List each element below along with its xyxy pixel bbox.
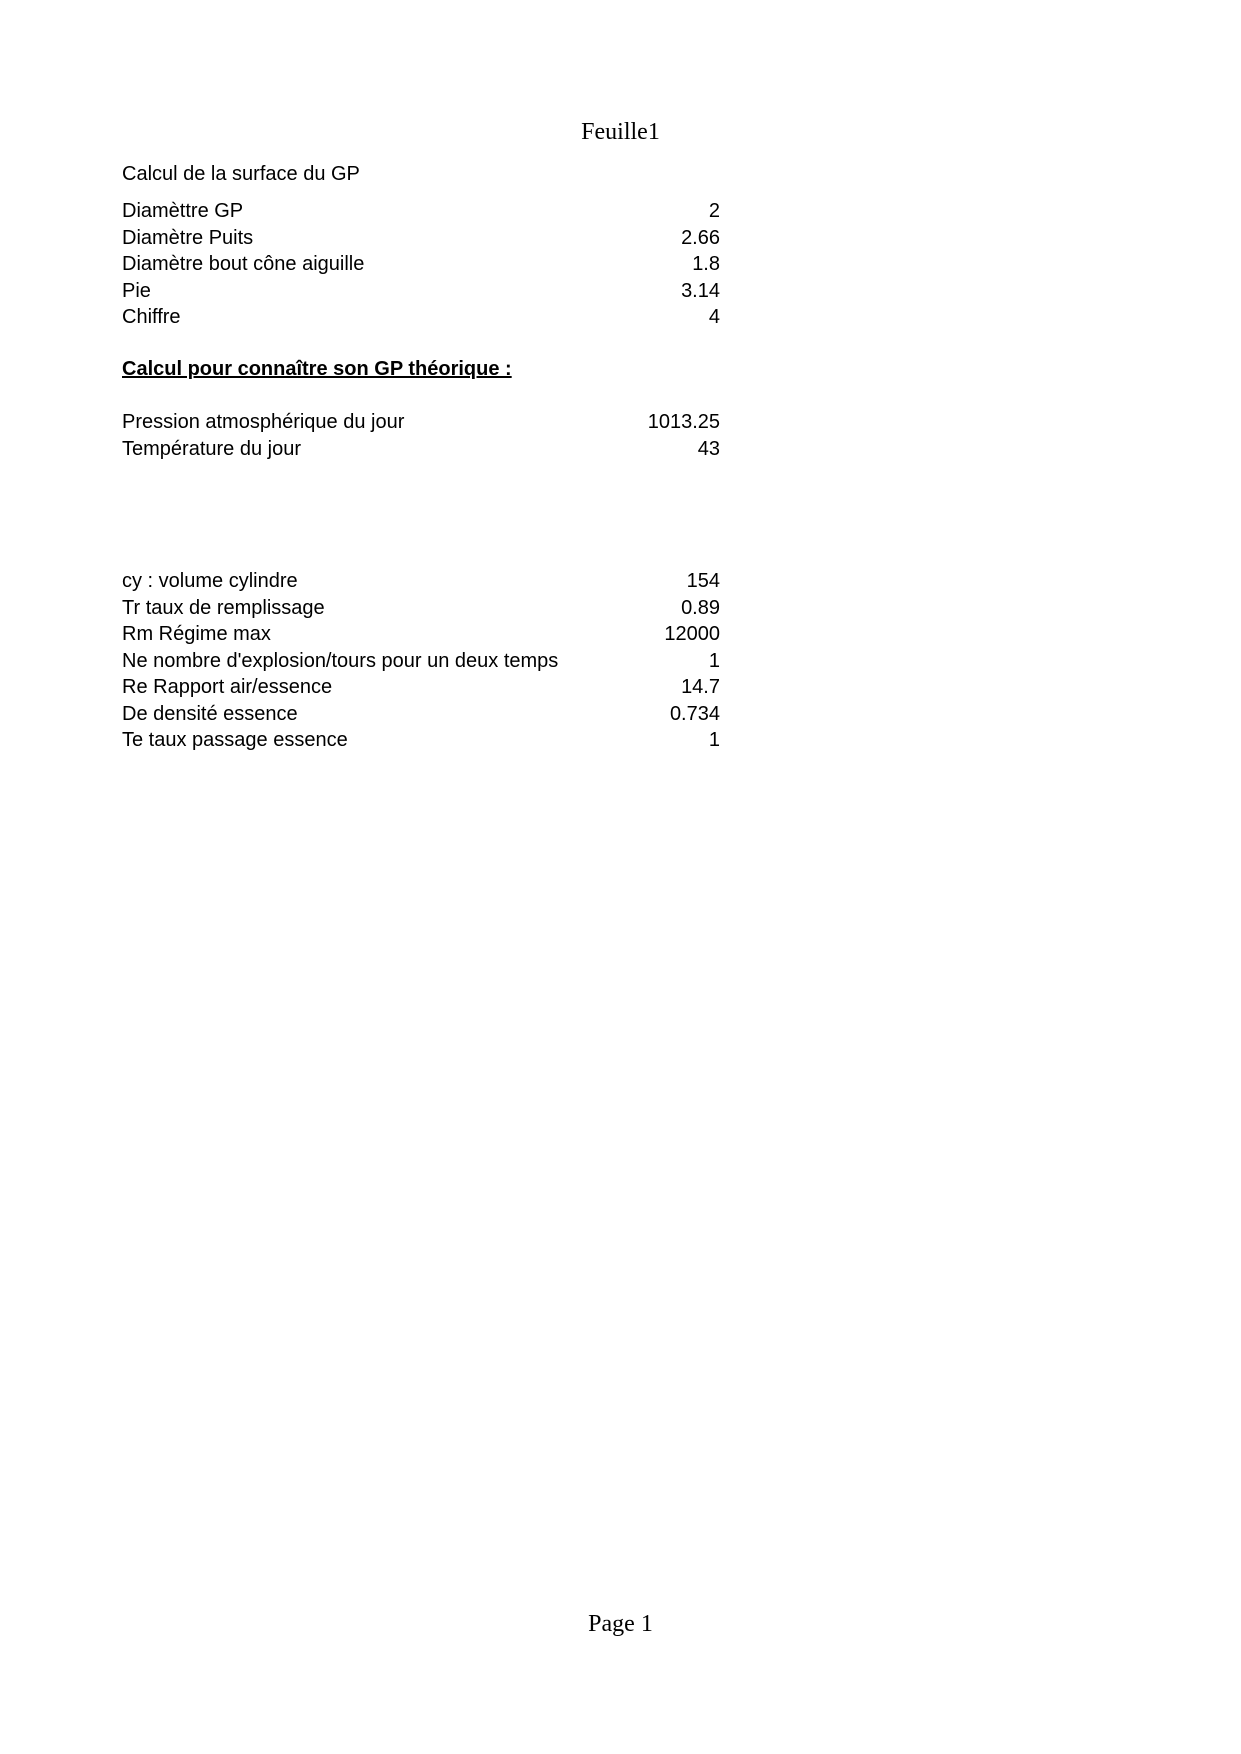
row-value: 1013.25 [647,411,720,433]
row-value: 1 [708,649,720,672]
row-label: Diamètre bout cône aiguille [122,253,365,275]
row-label: Tr taux de remplissage [122,596,325,619]
table-row [122,305,720,332]
surface-table [122,199,720,332]
table-row [122,199,720,226]
row-value: 3.14 [681,279,720,302]
page-number: Page 1 [588,1611,653,1637]
row-value: 154 [686,570,720,592]
row-value: 14.7 [681,676,720,698]
conditions-table [122,410,720,463]
row-label: De densité essence [122,702,298,725]
table-row [122,410,720,437]
row-label: Diamèttre GP [122,200,244,222]
table-row [122,226,720,253]
row-value: 1 [708,729,720,751]
row-label: Température du jour [122,437,301,460]
row-value: 4 [708,306,720,328]
sheet-title: Feuille1 [581,119,660,145]
table-row [122,279,720,306]
row-label: Pression atmosphérique du jour [122,411,405,433]
row-label: Te taux passage essence [122,729,348,751]
section-title-surface: Calcul de la surface du GP [122,163,360,185]
row-label: Ne nombre d'explosion/tours pour un deux temps [122,649,559,672]
row-value: 43 [697,437,720,460]
row-value: 12000 [664,623,720,645]
table-row [122,569,720,596]
table-row [122,675,720,702]
row-value: 2 [708,200,720,222]
table-row [122,702,720,729]
row-value: 2.66 [681,226,720,249]
row-value: 1.8 [692,253,720,275]
table-row [122,437,720,464]
row-label: Pie [122,279,151,302]
row-label: Diamètre Puits [122,226,254,249]
table-row [122,728,720,755]
row-label: Chiffre [122,306,181,328]
table-row [122,596,720,623]
row-value: 0.89 [681,596,720,619]
section-title-gp-theorique: Calcul pour connaître son GP théorique : [122,358,512,380]
table-row [122,252,720,279]
row-label: Rm Régime max [122,623,271,645]
row-label: cy : volume cylindre [122,570,298,592]
table-row [122,622,720,649]
row-value: 0.734 [669,702,720,725]
row-label: Re Rapport air/essence [122,676,333,698]
table-row [122,649,720,676]
engine-parameters-table [122,569,720,755]
